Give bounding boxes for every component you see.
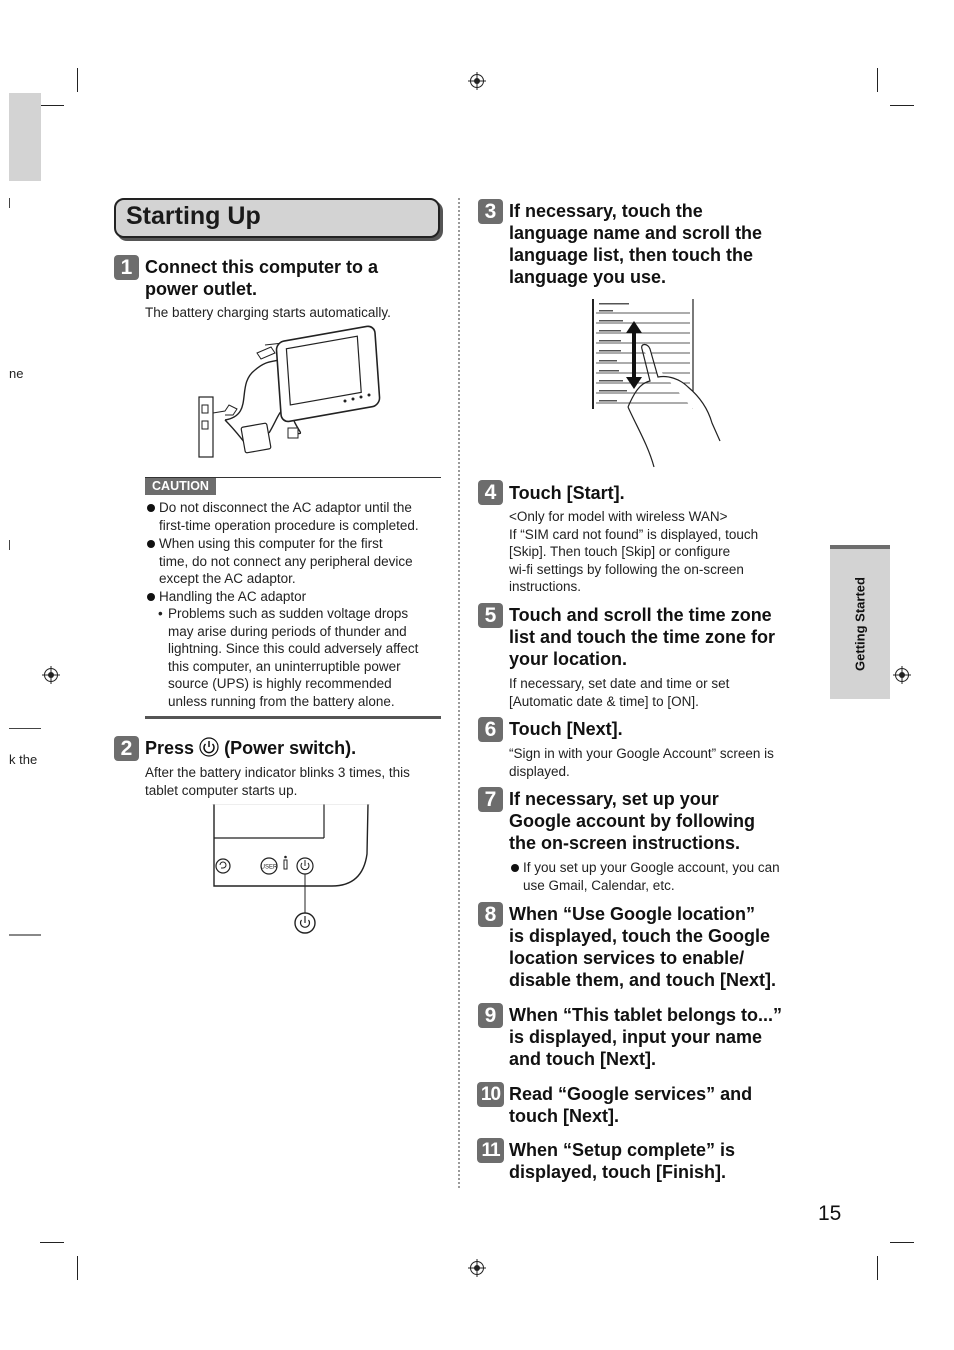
step-body — [509, 675, 729, 710]
step-title — [145, 737, 356, 759]
step-title-line: When “Setup complete” is — [509, 1140, 736, 1160]
section-title-box — [114, 198, 440, 238]
step-number: 2 — [114, 736, 139, 761]
margin-tick — [9, 198, 10, 208]
step-title-line: If necessary, set up your — [509, 789, 719, 809]
step-body-line: wi-fi settings by following the on-screen — [509, 561, 744, 577]
caution-bullet — [145, 588, 306, 606]
step-body-line: If “SIM card not found” is displayed, touch — [509, 526, 759, 542]
power-icon — [199, 737, 219, 757]
step-number: 10 — [477, 1082, 504, 1107]
caution-line: source (UPS) is highly recommended — [168, 676, 392, 692]
step-title — [509, 1139, 735, 1183]
registration-mark-icon — [468, 1259, 486, 1277]
caution-line: time, do not connect any peripheral device — [159, 553, 413, 569]
crop-mark — [77, 68, 78, 92]
step-title-line: displayed, touch [Finish]. — [509, 1162, 727, 1182]
crop-mark — [877, 68, 878, 92]
step-number: 4 — [478, 480, 503, 505]
crop-mark — [890, 1242, 914, 1243]
step-number: 8 — [478, 902, 503, 927]
step-bullet — [509, 859, 780, 894]
step-title — [509, 718, 623, 740]
caution-line: Do not disconnect the AC adaptor until the — [159, 500, 412, 515]
step-body-line: displayed. — [509, 763, 570, 779]
caution-line: lightning. Since this could adversely affect — [168, 641, 419, 657]
tablet-charging-illustration — [195, 325, 395, 465]
side-tab-label: Getting Started — [852, 577, 868, 671]
step-title-line: and touch [Next]. — [509, 1049, 656, 1069]
step-body-line: If necessary, set date and time or set — [509, 676, 730, 691]
step-title-line: When “This tablet belongs to...” — [509, 1005, 782, 1025]
column-divider — [458, 198, 460, 1188]
crop-mark — [77, 1256, 78, 1280]
step-title-line: location services to enable/ — [509, 948, 745, 968]
power-switch-illustration — [212, 804, 372, 938]
step-title-line: Touch and scroll the time zone — [509, 605, 772, 625]
user-button-label: USER — [260, 864, 278, 871]
section-side-tab — [830, 545, 890, 699]
step-body-line: tablet computer starts up. — [145, 782, 298, 798]
step-title-line: Touch [Next]. — [509, 719, 623, 739]
step-body — [509, 508, 758, 596]
step-number: 1 — [114, 255, 139, 280]
caution-bottom-rule — [145, 716, 441, 719]
step-title — [145, 256, 378, 300]
step-title — [509, 1004, 782, 1070]
crop-mark — [40, 105, 64, 106]
caution-line: except the AC adaptor. — [159, 571, 296, 587]
margin-tick — [9, 540, 10, 550]
language-list-illustration — [590, 297, 725, 469]
caution-line: this computer, an uninterruptible power — [168, 658, 401, 674]
crop-mark — [877, 1256, 878, 1280]
step-title-text: (Power switch). — [224, 738, 357, 758]
caution-sub-bullet — [158, 605, 418, 711]
caution-label: CAUTION — [145, 478, 216, 495]
step-title — [509, 604, 775, 670]
step-body: The battery charging starts automatically. — [145, 305, 391, 320]
step-body-line: After the battery indicator blinks 3 times, this — [145, 765, 410, 780]
step-title-line: your location. — [509, 649, 628, 669]
step-body-line: instructions. — [509, 579, 582, 594]
step-body-line: <Only for model with wireless WAN> — [509, 509, 728, 524]
step-title-line: Touch [Start]. — [509, 483, 625, 503]
step-title — [509, 200, 762, 288]
step-number: 3 — [478, 199, 503, 224]
step-number: 6 — [478, 717, 503, 742]
page-number: 15 — [818, 1202, 842, 1225]
step-title-line: is displayed, touch the Google — [509, 926, 771, 946]
caution-line: first-time operation procedure is completed. — [159, 517, 419, 533]
step-body-line: [Automatic date & time] to [ON]. — [509, 693, 699, 709]
step-title-line: When “Use Google location” — [509, 904, 756, 924]
registration-mark-icon — [42, 666, 60, 684]
step-number: 11 — [477, 1138, 504, 1163]
step-body-line: If you set up your Google account, you can — [523, 860, 780, 875]
step-title-line: the on-screen instructions. — [509, 833, 741, 853]
margin-rule — [9, 728, 41, 729]
step-title — [509, 788, 755, 854]
step-title-line: Read “Google services” and — [509, 1084, 753, 1104]
caution-line: When using this computer for the first — [159, 536, 383, 551]
step-body — [509, 745, 774, 780]
margin-fragment: ne — [9, 366, 24, 381]
registration-mark-icon — [893, 666, 911, 684]
step-number: 7 — [478, 787, 503, 812]
caution-line: unless running from the battery alone. — [168, 693, 395, 709]
step-title-line: Connect this computer to a — [145, 257, 379, 277]
step-title-line: language name and scroll the — [509, 223, 763, 243]
page-title: Starting Up — [126, 202, 261, 230]
caution-bullet — [145, 499, 419, 534]
step-title-line: touch [Next]. — [509, 1106, 619, 1126]
step-title — [509, 482, 625, 504]
step-title-line: list and touch the time zone for — [509, 627, 776, 647]
step-body-line: [Skip]. Then touch [Skip] or configure — [509, 544, 731, 559]
registration-mark-icon — [468, 72, 486, 90]
margin-fragment: k the — [9, 752, 38, 767]
caution-bullet — [145, 535, 413, 588]
step-title-line: language list, then touch the — [509, 245, 754, 265]
step-body — [145, 764, 410, 799]
step-title-text: Press — [145, 738, 195, 758]
step-number: 5 — [478, 603, 503, 628]
left-gray-tab — [9, 93, 41, 181]
step-number: 9 — [478, 1003, 503, 1028]
caution-line: may arise during periods of thunder and — [168, 623, 407, 639]
step-title-line: power outlet. — [145, 279, 257, 299]
step-title-line: language you use. — [509, 267, 667, 287]
step-title-line: If necessary, touch the — [509, 201, 703, 221]
step-body-line: use Gmail, Calendar, etc. — [523, 877, 675, 893]
caution-line: • Problems such as sudden voltage drops — [168, 606, 409, 621]
step-title-line: is displayed, input your name — [509, 1027, 763, 1047]
step-title — [509, 1083, 752, 1127]
crop-mark — [890, 105, 914, 106]
step-title-line: disable them, and touch [Next]. — [509, 970, 777, 990]
step-body-line: “Sign in with your Google Account” screen is — [509, 746, 774, 761]
step-title — [509, 903, 776, 991]
caution-line: Handling the AC adaptor — [159, 589, 307, 604]
crop-mark — [40, 1242, 64, 1243]
margin-rule — [9, 934, 41, 936]
step-title-line: Google account by following — [509, 811, 755, 831]
